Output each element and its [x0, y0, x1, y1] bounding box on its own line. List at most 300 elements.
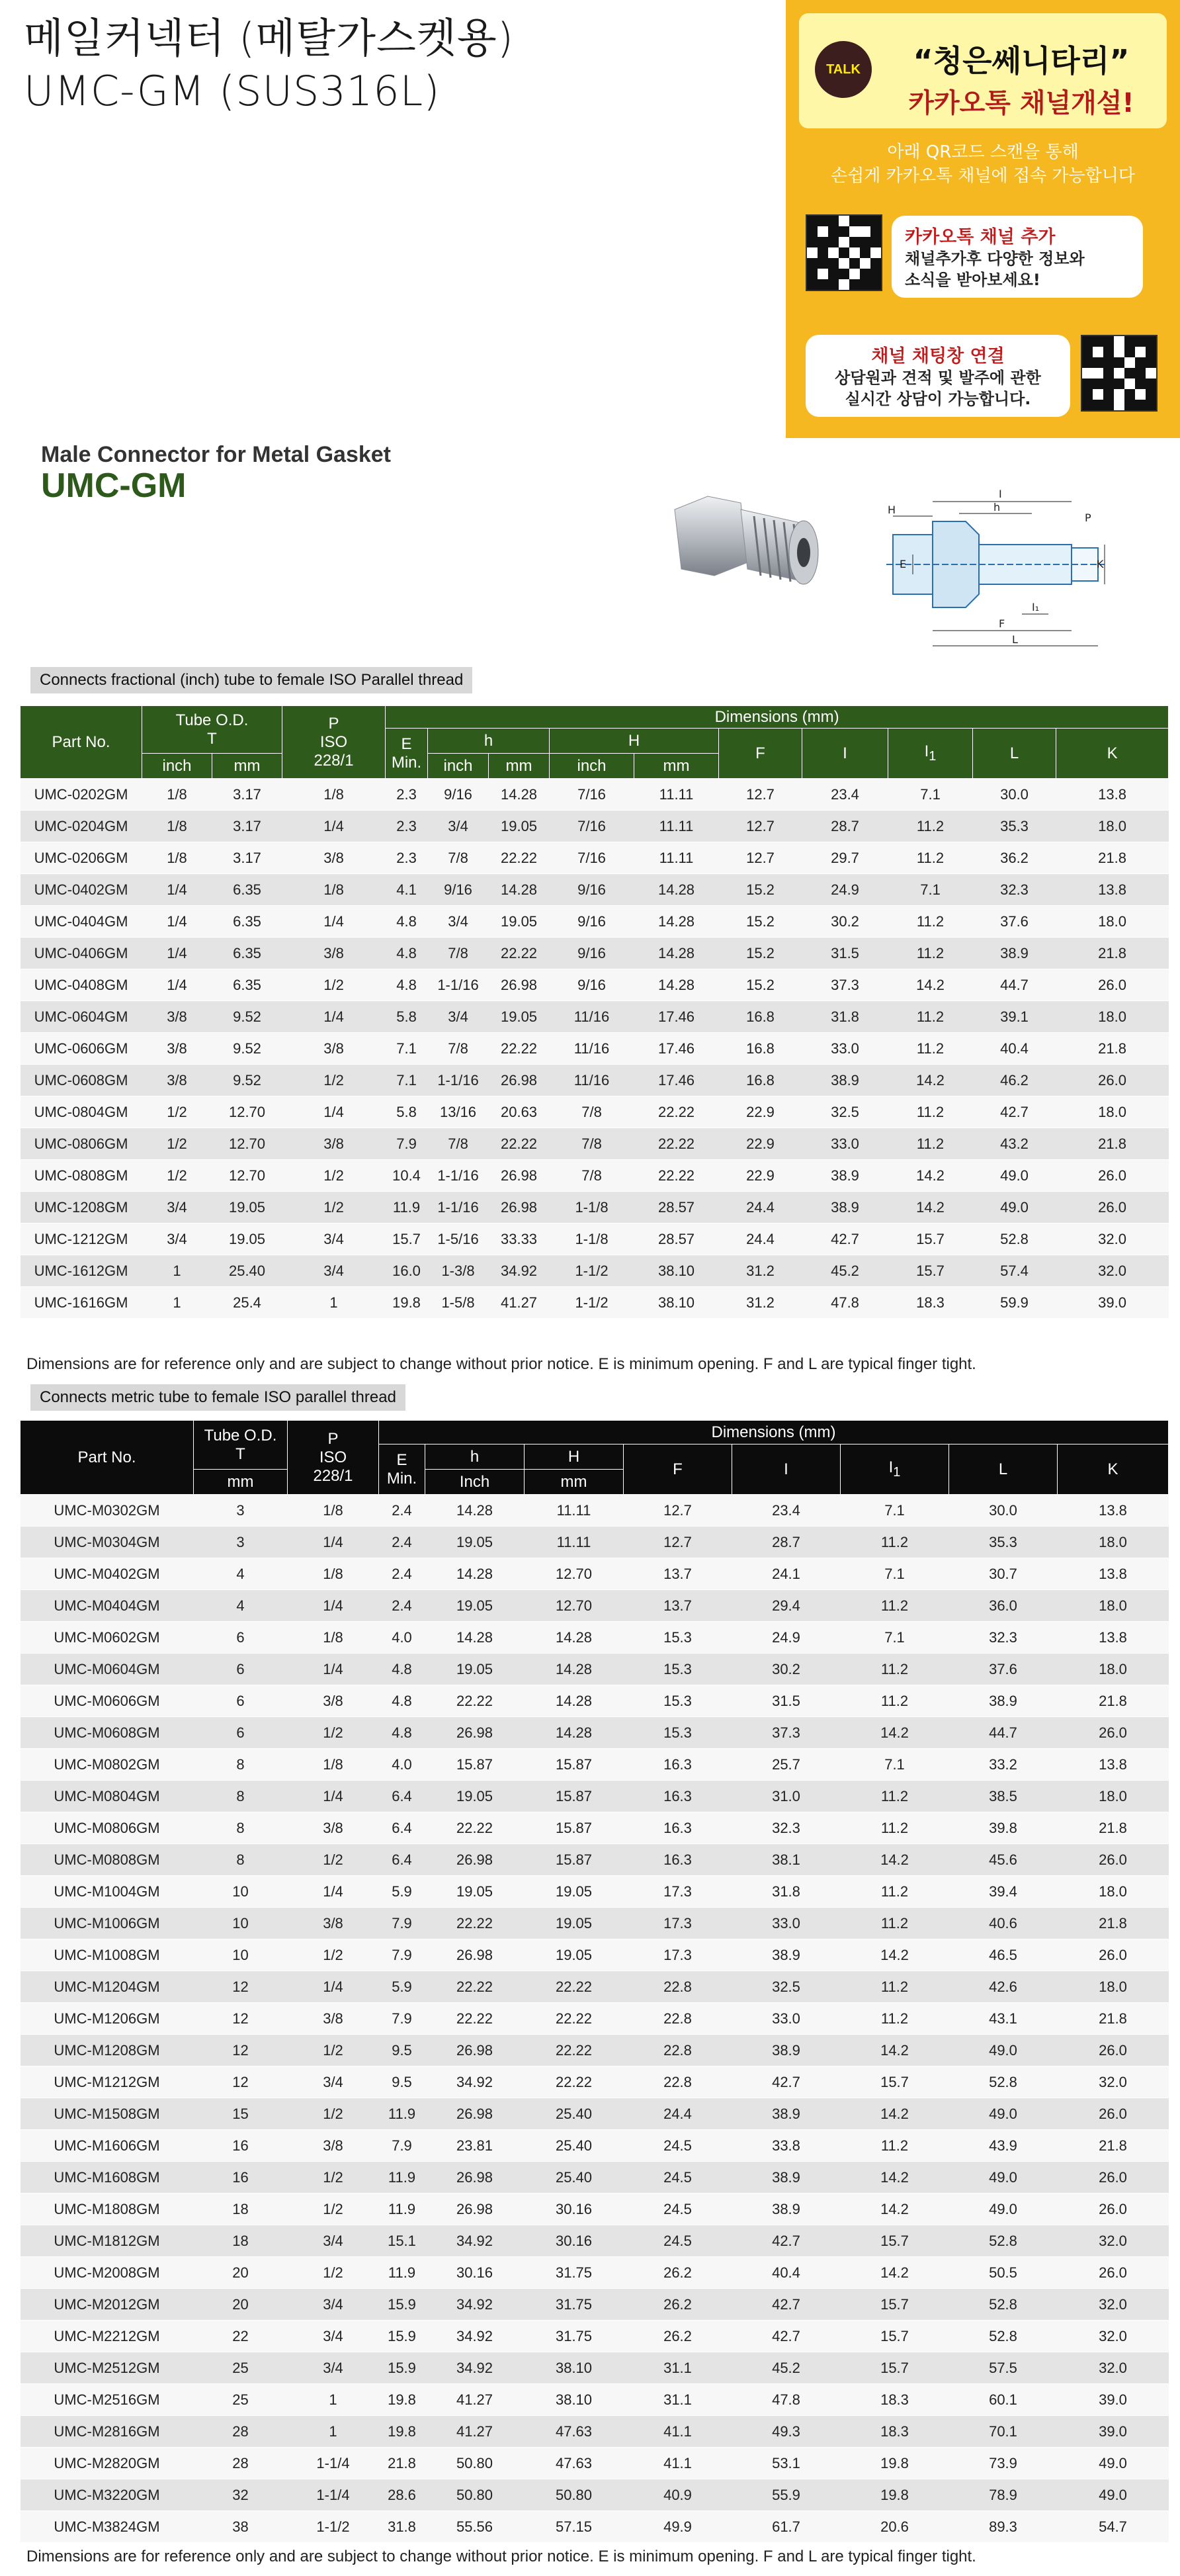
table-cell: 1/2	[288, 2257, 379, 2289]
table-cell: 3	[194, 1495, 288, 1527]
table-cell: 11.11	[525, 1527, 624, 1558]
table-cell: 1/2	[142, 1096, 212, 1128]
part-number-cell: UMC-M0304GM	[21, 1527, 194, 1558]
table-cell: 21.8	[1056, 1033, 1169, 1065]
add-channel-line1: 채널추가후 다양한 정보와	[905, 249, 1085, 268]
table-cell: 13.8	[1058, 1749, 1169, 1781]
table-cell: 11.11	[634, 779, 719, 811]
table-cell: 5.8	[386, 1001, 428, 1033]
table-cell: 52.8	[973, 1223, 1056, 1255]
qr-code-icon-2[interactable]	[1081, 335, 1158, 412]
table-cell: 59.9	[973, 1287, 1056, 1319]
table-cell: 22.8	[624, 1971, 732, 2003]
table-cell: 30.16	[525, 2225, 624, 2257]
table-cell: 13.8	[1058, 1495, 1169, 1527]
table-cell: 55.56	[425, 2511, 525, 2543]
table-cell: 1-1/2	[288, 2511, 379, 2543]
table-cell: 14.2	[841, 2194, 949, 2225]
header-l: L	[973, 729, 1056, 779]
table-cell: 6.4	[379, 1781, 425, 1812]
table-row	[21, 2194, 1169, 2225]
table-cell: 17.3	[624, 1908, 732, 1939]
table-cell: 53.1	[732, 2448, 841, 2479]
table-cell: 20	[194, 2289, 288, 2321]
part-number-cell: UMC-1612GM	[21, 1255, 142, 1287]
table-cell: 49.0	[949, 2162, 1058, 2194]
table-row	[21, 1844, 1169, 1876]
table-cell: 1-1/4	[288, 2448, 379, 2479]
label-L: L	[1012, 633, 1018, 646]
table-row	[21, 1160, 1169, 1192]
table-cell: 1-3/8	[428, 1255, 489, 1287]
table-cell: 4.8	[386, 969, 428, 1001]
table-cell: 35.3	[973, 811, 1056, 842]
part-number-cell: UMC-0804GM	[21, 1096, 142, 1128]
table-cell: 32.0	[1058, 2225, 1169, 2257]
table-row	[21, 2321, 1169, 2352]
table-cell: 26.2	[624, 2321, 732, 2352]
label-H: H	[888, 504, 896, 516]
table-cell: 9.5	[379, 2066, 425, 2098]
table-cell: 39.4	[949, 1876, 1058, 1908]
table-cell: 25.7	[732, 1749, 841, 1781]
table-cell: 14.28	[525, 1685, 624, 1717]
label-P: P	[1085, 511, 1091, 524]
table-cell: 1	[142, 1287, 212, 1319]
table-cell: 15.87	[425, 1749, 525, 1781]
table-cell: 31.5	[802, 938, 888, 969]
table-cell: 11.11	[634, 811, 719, 842]
table-cell: 11.2	[888, 1096, 973, 1128]
table-cell: 33.8	[732, 2130, 841, 2162]
table-cell: 18.0	[1058, 1527, 1169, 1558]
part-number-cell: UMC-M0404GM	[21, 1590, 194, 1622]
table-cell: 40.9	[624, 2479, 732, 2511]
table-cell: 22.8	[624, 2066, 732, 2098]
table-cell: 42.7	[973, 1096, 1056, 1128]
table-cell: 40.6	[949, 1908, 1058, 1939]
table-cell: 19.05	[525, 1876, 624, 1908]
product-name: UMC-GM	[41, 466, 187, 505]
table-cell: 26.98	[489, 1065, 550, 1096]
table-cell: 10.4	[386, 1160, 428, 1192]
table-cell: 24.5	[624, 2225, 732, 2257]
table-cell: 26.0	[1056, 1160, 1169, 1192]
table-cell: 22.9	[719, 1128, 802, 1160]
table-row	[21, 842, 1169, 874]
table-cell: 17.46	[634, 1001, 719, 1033]
table-cell: 1-1/8	[550, 1192, 634, 1223]
table-cell: 5.9	[379, 1971, 425, 2003]
table-cell: 33.0	[802, 1033, 888, 1065]
table-cell: 31.2	[719, 1255, 802, 1287]
table-cell: 3/8	[288, 1685, 379, 1717]
table-cell: 38.9	[732, 2194, 841, 2225]
table-row	[21, 1001, 1169, 1033]
table-row	[21, 2257, 1169, 2289]
kakao-desc-line1: 아래 QR코드 스캔을 통해	[887, 142, 1079, 162]
table-row	[21, 2352, 1169, 2384]
table-cell: 31.1	[624, 2352, 732, 2384]
table-cell: 38.5	[949, 1781, 1058, 1812]
table-row	[21, 1128, 1169, 1160]
table-cell: 3/4	[288, 2352, 379, 2384]
table-cell: 47.63	[525, 2448, 624, 2479]
table-cell: 1/2	[282, 1192, 386, 1223]
table-cell: 1/8	[288, 1558, 379, 1590]
table-cell: 16.3	[624, 1749, 732, 1781]
table-cell: 73.9	[949, 2448, 1058, 2479]
header-h-inch: inch	[428, 754, 489, 779]
title-model: UMC-GM (SUS316L)	[24, 67, 441, 115]
table-cell: 3/8	[282, 1128, 386, 1160]
table-cell: 89.3	[949, 2511, 1058, 2543]
table-cell: 14.2	[841, 1717, 949, 1749]
table-cell: 22.22	[489, 842, 550, 874]
m-header-H-mm: mm	[525, 1470, 624, 1495]
header-h-mm: mm	[489, 754, 550, 779]
table-cell: 14.28	[425, 1622, 525, 1654]
table-cell: 1/4	[288, 1590, 379, 1622]
table-cell: 26.0	[1056, 1192, 1169, 1223]
m-header-part-no: Part No.	[21, 1421, 194, 1495]
table-cell: 7.9	[379, 1939, 425, 1971]
table-cell: 38.9	[802, 1160, 888, 1192]
table-cell: 14.2	[841, 1939, 949, 1971]
table-cell: 7.9	[379, 2130, 425, 2162]
table-cell: 3/4	[288, 2066, 379, 2098]
table-cell: 15.7	[841, 2289, 949, 2321]
table-cell: 1/2	[288, 1844, 379, 1876]
table-cell: 9/16	[550, 969, 634, 1001]
table-cell: 15.1	[379, 2225, 425, 2257]
table-cell: 43.2	[973, 1128, 1056, 1160]
table-cell: 9/16	[428, 779, 489, 811]
table-cell: 26.0	[1058, 1844, 1169, 1876]
table-cell: 11/16	[550, 1065, 634, 1096]
table-row	[21, 2098, 1169, 2130]
table-cell: 46.2	[973, 1065, 1056, 1096]
table-cell: 11.2	[841, 1971, 949, 2003]
table-cell: 16	[194, 2130, 288, 2162]
table-cell: 23.4	[732, 1495, 841, 1527]
table-cell: 37.6	[973, 906, 1056, 938]
table-cell: 15.87	[525, 1781, 624, 1812]
table-cell: 7.1	[888, 779, 973, 811]
table-cell: 31.5	[732, 1685, 841, 1717]
table-cell: 19.05	[525, 1939, 624, 1971]
table-cell: 26.2	[624, 2289, 732, 2321]
table-cell: 18	[194, 2194, 288, 2225]
table-cell: 7/16	[550, 779, 634, 811]
label-F: F	[999, 617, 1005, 630]
table-cell: 11.9	[386, 1192, 428, 1223]
table-row	[21, 2130, 1169, 2162]
table-cell: 14.28	[525, 1622, 624, 1654]
table-cell: 1/2	[288, 2035, 379, 2066]
table-cell: 11.9	[379, 2098, 425, 2130]
table-row	[21, 1287, 1169, 1319]
table-cell: 33.33	[489, 1223, 550, 1255]
table-cell: 2.4	[379, 1590, 425, 1622]
add-channel-bubble[interactable]	[892, 216, 1143, 298]
table-cell: 54.7	[1058, 2511, 1169, 2543]
qr-code-icon[interactable]	[806, 214, 882, 291]
header-k: K	[1056, 729, 1169, 779]
table-cell: 11.2	[841, 1685, 949, 1717]
table-cell: 32.0	[1058, 2289, 1169, 2321]
table-cell: 4	[194, 1558, 288, 1590]
table-row	[21, 2416, 1169, 2448]
table-cell: 11/16	[550, 1001, 634, 1033]
part-number-cell: UMC-0808GM	[21, 1160, 142, 1192]
table-cell: 1/2	[288, 2194, 379, 2225]
table-cell: 2.4	[379, 1527, 425, 1558]
table-cell: 38.9	[802, 1192, 888, 1223]
header-e-min: E Min.	[386, 729, 428, 779]
table-cell: 2.4	[379, 1495, 425, 1527]
m-header-e-min: E Min.	[379, 1444, 425, 1495]
table-cell: 19.05	[425, 1654, 525, 1685]
table-cell: 11.9	[379, 2162, 425, 2194]
table-cell: 9.5	[379, 2035, 425, 2066]
table-cell: 7/8	[428, 842, 489, 874]
m-header-tube-od: Tube O.D. T	[194, 1421, 288, 1470]
table-cell: 38.9	[732, 1939, 841, 1971]
table-cell: 1/4	[142, 874, 212, 906]
part-number-cell: UMC-M2512GM	[21, 2352, 194, 2384]
part-number-cell: UMC-M2008GM	[21, 2257, 194, 2289]
table-cell: 4.8	[379, 1717, 425, 1749]
table-cell: 21.8	[379, 2448, 425, 2479]
m-header-h-inch: Inch	[425, 1470, 525, 1495]
table-cell: 41.27	[489, 1287, 550, 1319]
table-cell: 14.28	[525, 1654, 624, 1685]
table-row	[21, 1622, 1169, 1654]
table-cell: 25.40	[212, 1255, 282, 1287]
part-number-cell: UMC-1616GM	[21, 1287, 142, 1319]
table-cell: 19.8	[379, 2416, 425, 2448]
table-cell: 50.80	[525, 2479, 624, 2511]
table-cell: 28.7	[802, 811, 888, 842]
table-cell: 1/2	[142, 1160, 212, 1192]
header-dimensions: Dimensions (mm)	[386, 706, 1169, 729]
table-cell: 39.8	[949, 1812, 1058, 1844]
table-cell: 14.28	[489, 779, 550, 811]
add-channel-title: 카카오톡 채널 추가	[905, 227, 1056, 247]
part-number-cell: UMC-M2212GM	[21, 2321, 194, 2352]
table-cell: 32.3	[973, 874, 1056, 906]
table-cell: 34.92	[425, 2289, 525, 2321]
table-cell: 57.4	[973, 1255, 1056, 1287]
table-cell: 33.0	[802, 1128, 888, 1160]
table1-label: Connects fractional (inch) tube to female ISO Parallel thread	[30, 667, 472, 693]
table-cell: 52.8	[949, 2066, 1058, 2098]
table-cell: 19.05	[425, 1527, 525, 1558]
table-cell: 15.3	[624, 1622, 732, 1654]
table-row	[21, 1654, 1169, 1685]
table-cell: 26.98	[425, 2098, 525, 2130]
table-cell: 1/4	[288, 1876, 379, 1908]
table-row	[21, 1065, 1169, 1096]
table-cell: 26.98	[425, 2035, 525, 2066]
table-cell: 42.7	[732, 2321, 841, 2352]
table-cell: 24.1	[732, 1558, 841, 1590]
table-cell: 24.4	[719, 1223, 802, 1255]
header-i1: $I_1$	[888, 729, 973, 779]
metric-spec-table	[20, 1420, 1169, 2543]
table-cell: 78.9	[949, 2479, 1058, 2511]
table-cell: 25	[194, 2384, 288, 2416]
table-cell: 19.05	[425, 1781, 525, 1812]
table-cell: 31.75	[525, 2289, 624, 2321]
table-cell: 1/4	[288, 1527, 379, 1558]
table-cell: 26.98	[489, 969, 550, 1001]
table-cell: 41.27	[425, 2384, 525, 2416]
table-cell: 15.9	[379, 2352, 425, 2384]
table-cell: 3/4	[142, 1192, 212, 1223]
part-number-cell: UMC-M3824GM	[21, 2511, 194, 2543]
table-cell: 15.7	[841, 2321, 949, 2352]
table-cell: 42.7	[732, 2225, 841, 2257]
table-cell: 4.0	[379, 1622, 425, 1654]
table-row	[21, 969, 1169, 1001]
part-number-cell: UMC-1212GM	[21, 1223, 142, 1255]
table-cell: 22.22	[425, 1971, 525, 2003]
table-cell: 24.9	[802, 874, 888, 906]
table-cell: 13.8	[1058, 1558, 1169, 1590]
table-cell: 32	[194, 2479, 288, 2511]
table-cell: 1	[288, 2384, 379, 2416]
table-cell: 22.22	[489, 938, 550, 969]
table-cell: 22.8	[624, 2035, 732, 2066]
table-cell: 1/8	[142, 811, 212, 842]
table-cell: 33.2	[949, 1749, 1058, 1781]
table-row	[21, 874, 1169, 906]
header-tube-od: Tube O.D. T	[142, 706, 282, 754]
table-row	[21, 2035, 1169, 2066]
table-cell: 43.9	[949, 2130, 1058, 2162]
table-cell: 14.2	[888, 1065, 973, 1096]
table-cell: 28	[194, 2416, 288, 2448]
table-cell: 1-1/8	[550, 1223, 634, 1255]
table-cell: 47.8	[802, 1287, 888, 1319]
table-cell: 39.0	[1058, 2416, 1169, 2448]
table-cell: 25.4	[212, 1287, 282, 1319]
table-cell: 14.28	[634, 906, 719, 938]
table-cell: 1/4	[282, 811, 386, 842]
table-cell: 13.7	[624, 1558, 732, 1590]
part-number-cell: UMC-M1008GM	[21, 1939, 194, 1971]
table-row	[21, 2448, 1169, 2479]
table-cell: 24.4	[719, 1192, 802, 1223]
table-cell: 17.46	[634, 1033, 719, 1065]
table-cell: 15	[194, 2098, 288, 2130]
table-cell: 18.0	[1056, 1001, 1169, 1033]
part-number-cell: UMC-M1808GM	[21, 2194, 194, 2225]
m-header-dimensions: Dimensions (mm)	[379, 1421, 1169, 1444]
m-header-i1: $I_1$	[841, 1444, 949, 1495]
table-cell: 6	[194, 1622, 288, 1654]
table-cell: 42.7	[732, 2066, 841, 2098]
table-cell: 34.92	[425, 2066, 525, 2098]
table-cell: 11.2	[841, 2003, 949, 2035]
table-cell: 14.28	[634, 969, 719, 1001]
table-cell: 1/2	[282, 1065, 386, 1096]
table-cell: 3/8	[142, 1001, 212, 1033]
table-cell: 3/4	[428, 906, 489, 938]
table-cell: 18.0	[1058, 1654, 1169, 1685]
table-cell: 1-1/2	[550, 1287, 634, 1319]
table-cell: 2.4	[379, 1558, 425, 1590]
table-row	[21, 1223, 1169, 1255]
table-cell: 12.70	[212, 1128, 282, 1160]
table-cell: 14.2	[841, 2035, 949, 2066]
table-cell: 7.9	[386, 1128, 428, 1160]
table-cell: 34.92	[425, 2321, 525, 2352]
chat-connect-bubble[interactable]	[806, 335, 1070, 417]
table-cell: 38.9	[732, 2098, 841, 2130]
table-cell: 21.8	[1056, 1128, 1169, 1160]
table-cell: 11.2	[888, 842, 973, 874]
table-cell: 14.2	[841, 2162, 949, 2194]
table-cell: 1/4	[142, 938, 212, 969]
table-cell: 11.2	[841, 1781, 949, 1812]
table-cell: 49.0	[973, 1192, 1056, 1223]
table-cell: 61.7	[732, 2511, 841, 2543]
table-cell: 15.7	[386, 1223, 428, 1255]
label-h: h	[993, 501, 1001, 513]
table-cell: 4	[194, 1590, 288, 1622]
part-number-cell: UMC-0608GM	[21, 1065, 142, 1096]
table-cell: 14.2	[888, 969, 973, 1001]
table-cell: 12	[194, 1971, 288, 2003]
product-photo	[668, 483, 833, 615]
table-cell: 1	[142, 1255, 212, 1287]
table-cell: 50.80	[425, 2448, 525, 2479]
table-cell: 19.05	[212, 1192, 282, 1223]
table-cell: 1-5/16	[428, 1223, 489, 1255]
table-cell: 44.7	[973, 969, 1056, 1001]
part-number-cell: UMC-M2816GM	[21, 2416, 194, 2448]
table-cell: 6	[194, 1654, 288, 1685]
table-cell: 19.8	[386, 1287, 428, 1319]
table-cell: 40.4	[732, 2257, 841, 2289]
table-row	[21, 1590, 1169, 1622]
dimension-drawing	[873, 482, 1111, 660]
table-cell: 8	[194, 1844, 288, 1876]
table-cell: 38.10	[525, 2352, 624, 2384]
table-cell: 30.16	[525, 2194, 624, 2225]
table-cell: 17.46	[634, 1065, 719, 1096]
part-number-cell: UMC-M0802GM	[21, 1749, 194, 1781]
table-cell: 1/2	[282, 1160, 386, 1192]
table-cell: 18.0	[1056, 1096, 1169, 1128]
table-cell: 15.9	[379, 2289, 425, 2321]
table-cell: 25.40	[525, 2098, 624, 2130]
table-cell: 15.7	[841, 2352, 949, 2384]
table-cell: 34.92	[425, 2352, 525, 2384]
table-cell: 45.2	[802, 1255, 888, 1287]
metric-table-body	[21, 1495, 1169, 2543]
table-cell: 38.9	[973, 938, 1056, 969]
table-cell: 22.22	[525, 2003, 624, 2035]
kakao-channel-banner[interactable]	[786, 0, 1180, 438]
table-cell: 4.8	[379, 1654, 425, 1685]
table-cell: 1-1/2	[550, 1255, 634, 1287]
table-cell: 1/8	[288, 1622, 379, 1654]
table1-note: Dimensions are for reference only and are subject to change without prior notice. E is minimum opening. F and L are typical finger tight.	[26, 1355, 976, 1373]
